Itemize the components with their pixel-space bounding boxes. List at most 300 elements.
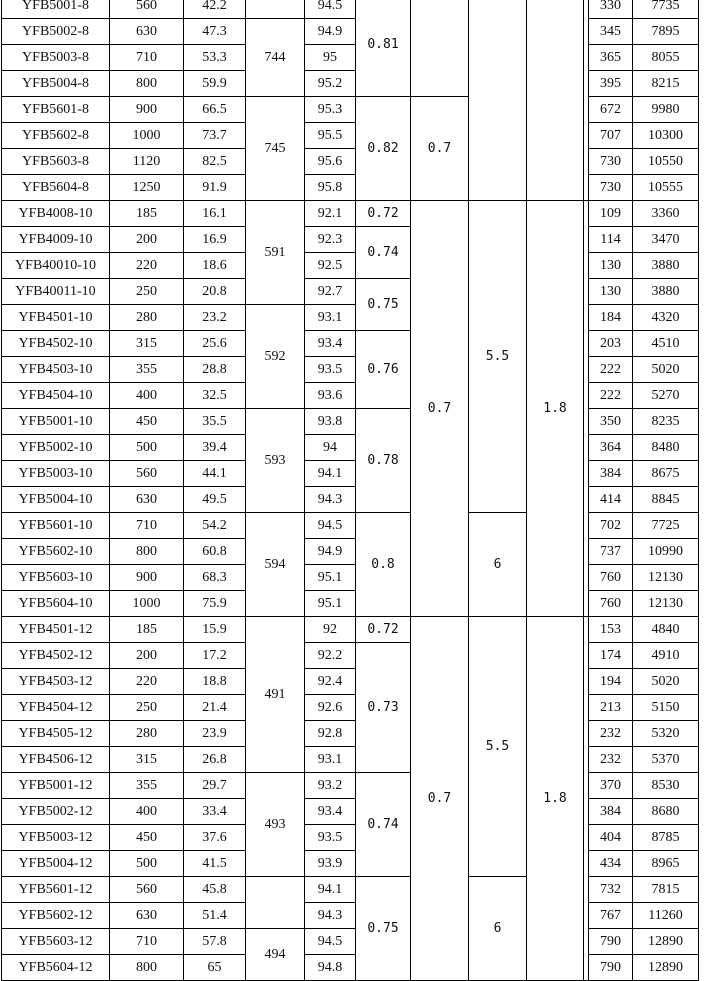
current-cell: 26.8	[184, 747, 246, 773]
model-cell: YFB5604-8	[2, 175, 110, 201]
price-cell: 3360	[633, 201, 699, 227]
price-cell: 12890	[633, 955, 699, 981]
model-cell: YFB5601-12	[2, 877, 110, 903]
current-cell: 75.9	[184, 591, 246, 617]
price-cell: 8055	[633, 45, 699, 71]
weight-cell: 790	[589, 929, 633, 955]
power-factor-cell: 0.76	[356, 331, 411, 409]
weight-cell: 213	[589, 695, 633, 721]
price-cell: 5020	[633, 669, 699, 695]
model-cell: YFB4009-10	[2, 227, 110, 253]
current-cell: 45.8	[184, 877, 246, 903]
model-cell: YFB5603-8	[2, 149, 110, 175]
efficiency-cell: 92.8	[305, 721, 356, 747]
power-cell: 1000	[110, 123, 184, 149]
power-cell: 355	[110, 773, 184, 799]
table-row	[2, 643, 699, 669]
power-cell: 450	[110, 409, 184, 435]
power-factor-cell: 0.74	[356, 227, 411, 279]
efficiency-cell: 95	[305, 45, 356, 71]
model-cell: YFB5602-12	[2, 903, 110, 929]
table-row	[2, 955, 699, 981]
table-row	[2, 851, 699, 877]
price-cell: 10300	[633, 123, 699, 149]
table-row	[2, 903, 699, 929]
efficiency-cell: 92.7	[305, 279, 356, 305]
power-cell: 500	[110, 435, 184, 461]
efficiency-cell: 92.6	[305, 695, 356, 721]
efficiency-cell: 95.1	[305, 591, 356, 617]
efficiency-cell: 94	[305, 435, 356, 461]
table-row	[2, 175, 699, 201]
power-factor-cell: 0.73	[356, 643, 411, 773]
model-cell: YFB5601-8	[2, 97, 110, 123]
price-cell: 3880	[633, 253, 699, 279]
current-cell: 18.6	[184, 253, 246, 279]
model-cell: YFB4504-12	[2, 695, 110, 721]
weight-cell: 232	[589, 721, 633, 747]
table-row	[2, 253, 699, 279]
current-cell: 42.2	[184, 0, 246, 19]
weight-cell: 350	[589, 409, 633, 435]
table-row	[2, 591, 699, 617]
current-cell: 91.9	[184, 175, 246, 201]
price-cell: 4320	[633, 305, 699, 331]
weight-cell: 767	[589, 903, 633, 929]
model-cell: YFB5601-10	[2, 513, 110, 539]
power-cell: 315	[110, 331, 184, 357]
current-cell: 51.4	[184, 903, 246, 929]
price-cell: 8675	[633, 461, 699, 487]
model-cell: YFB4008-10	[2, 201, 110, 227]
table-row	[2, 227, 699, 253]
price-cell: 8480	[633, 435, 699, 461]
table-row	[2, 799, 699, 825]
price-cell: 5320	[633, 721, 699, 747]
current-cell: 28.8	[184, 357, 246, 383]
weight-cell: 184	[589, 305, 633, 331]
current-cell: 37.6	[184, 825, 246, 851]
current-cell: 68.3	[184, 565, 246, 591]
weight-cell: 730	[589, 149, 633, 175]
price-cell: 7895	[633, 19, 699, 45]
efficiency-cell: 94.3	[305, 903, 356, 929]
power-cell: 315	[110, 747, 184, 773]
weight-cell: 384	[589, 461, 633, 487]
price-cell: 10990	[633, 539, 699, 565]
rpm-cell	[246, 0, 305, 19]
price-cell: 8235	[633, 409, 699, 435]
price-cell: 4910	[633, 643, 699, 669]
power-cell: 200	[110, 643, 184, 669]
efficiency-cell: 93.4	[305, 331, 356, 357]
efficiency-cell: 93.5	[305, 825, 356, 851]
current-cell: 29.7	[184, 773, 246, 799]
power-cell: 400	[110, 799, 184, 825]
efficiency-cell: 92.3	[305, 227, 356, 253]
weight-cell: 702	[589, 513, 633, 539]
power-cell: 280	[110, 721, 184, 747]
current-cell: 25.6	[184, 331, 246, 357]
current-cell: 54.2	[184, 513, 246, 539]
price-cell: 8965	[633, 851, 699, 877]
power-cell: 250	[110, 695, 184, 721]
efficiency-cell: 94.1	[305, 461, 356, 487]
power-cell: 800	[110, 539, 184, 565]
power-cell: 710	[110, 513, 184, 539]
current-cell: 23.2	[184, 305, 246, 331]
model-cell: YFB40011-10	[2, 279, 110, 305]
power-cell: 900	[110, 97, 184, 123]
weight-cell: 370	[589, 773, 633, 799]
rpm-cell: 493	[246, 773, 305, 877]
price-cell: 10550	[633, 149, 699, 175]
power-cell: 185	[110, 201, 184, 227]
model-cell: YFB4502-10	[2, 331, 110, 357]
efficiency-cell: 93.1	[305, 747, 356, 773]
table-row	[2, 435, 699, 461]
price-cell: 5020	[633, 357, 699, 383]
col8-cell: 5.5	[469, 617, 527, 877]
power-cell: 1000	[110, 591, 184, 617]
weight-cell: 790	[589, 955, 633, 981]
weight-cell: 330	[589, 0, 633, 19]
power-cell: 900	[110, 565, 184, 591]
rpm-cell: 592	[246, 305, 305, 409]
current-cell: 16.1	[184, 201, 246, 227]
rpm-cell: 744	[246, 19, 305, 97]
model-cell: YFB5001-8	[2, 0, 110, 19]
col8-cell	[469, 0, 527, 201]
model-cell: YFB4501-10	[2, 305, 110, 331]
table-row	[2, 721, 699, 747]
power-cell: 220	[110, 253, 184, 279]
power-cell: 220	[110, 669, 184, 695]
efficiency-cell: 93.5	[305, 357, 356, 383]
efficiency-cell: 93.2	[305, 773, 356, 799]
weight-cell: 194	[589, 669, 633, 695]
weight-cell: 364	[589, 435, 633, 461]
efficiency-cell: 94.3	[305, 487, 356, 513]
power-cell: 560	[110, 461, 184, 487]
model-cell: YFB5002-10	[2, 435, 110, 461]
price-cell: 9980	[633, 97, 699, 123]
current-cell: 59.9	[184, 71, 246, 97]
efficiency-cell: 94.9	[305, 539, 356, 565]
efficiency-cell: 94.1	[305, 877, 356, 903]
table-row	[2, 45, 699, 71]
model-cell: YFB5003-8	[2, 45, 110, 71]
efficiency-cell: 95.1	[305, 565, 356, 591]
current-cell: 23.9	[184, 721, 246, 747]
model-cell: YFB5001-12	[2, 773, 110, 799]
power-cell: 250	[110, 279, 184, 305]
power-factor-cell: 0.78	[356, 409, 411, 513]
weight-cell: 130	[589, 253, 633, 279]
model-cell: YFB5004-12	[2, 851, 110, 877]
price-cell: 7735	[633, 0, 699, 19]
current-cell: 15.9	[184, 617, 246, 643]
weight-cell: 365	[589, 45, 633, 71]
col7-cell: 0.7	[411, 97, 469, 201]
rpm-cell	[246, 877, 305, 929]
model-cell: YFB40010-10	[2, 253, 110, 279]
model-cell: YFB5604-10	[2, 591, 110, 617]
power-cell: 1120	[110, 149, 184, 175]
weight-cell: 153	[589, 617, 633, 643]
table-row	[2, 487, 699, 513]
model-cell: YFB5003-12	[2, 825, 110, 851]
power-cell: 200	[110, 227, 184, 253]
efficiency-cell: 95.6	[305, 149, 356, 175]
weight-cell: 414	[589, 487, 633, 513]
price-cell: 5270	[633, 383, 699, 409]
weight-cell: 404	[589, 825, 633, 851]
table-row	[2, 825, 699, 851]
table-row	[2, 409, 699, 435]
power-cell: 400	[110, 383, 184, 409]
power-cell: 450	[110, 825, 184, 851]
current-cell: 66.5	[184, 97, 246, 123]
current-cell: 32.5	[184, 383, 246, 409]
model-cell: YFB5602-10	[2, 539, 110, 565]
model-cell: YFB4502-12	[2, 643, 110, 669]
col7-cell: 0.7	[411, 201, 469, 617]
efficiency-cell: 95.3	[305, 97, 356, 123]
price-cell: 4840	[633, 617, 699, 643]
col9-cell: 1.8	[527, 617, 584, 981]
power-factor-cell: 0.74	[356, 773, 411, 877]
power-factor-cell: 0.82	[356, 97, 411, 201]
weight-cell: 672	[589, 97, 633, 123]
table-row	[2, 279, 699, 305]
current-cell: 47.3	[184, 19, 246, 45]
weight-cell: 109	[589, 201, 633, 227]
current-cell: 53.3	[184, 45, 246, 71]
weight-cell: 130	[589, 279, 633, 305]
current-cell: 44.1	[184, 461, 246, 487]
table-row	[2, 773, 699, 799]
weight-cell: 737	[589, 539, 633, 565]
current-cell: 57.8	[184, 929, 246, 955]
price-cell: 12130	[633, 591, 699, 617]
current-cell: 41.5	[184, 851, 246, 877]
table-row	[2, 565, 699, 591]
efficiency-cell: 92.1	[305, 201, 356, 227]
power-cell: 800	[110, 955, 184, 981]
efficiency-cell: 94.5	[305, 0, 356, 19]
model-cell: YFB5603-12	[2, 929, 110, 955]
table-row	[2, 71, 699, 97]
table-row	[2, 461, 699, 487]
power-cell: 630	[110, 903, 184, 929]
table-row	[2, 305, 699, 331]
price-cell: 8215	[633, 71, 699, 97]
model-cell: YFB5604-12	[2, 955, 110, 981]
current-cell: 65	[184, 955, 246, 981]
weight-cell: 114	[589, 227, 633, 253]
price-cell: 10555	[633, 175, 699, 201]
current-cell: 49.5	[184, 487, 246, 513]
current-cell: 20.8	[184, 279, 246, 305]
weight-cell: 174	[589, 643, 633, 669]
price-cell: 5370	[633, 747, 699, 773]
weight-cell: 760	[589, 591, 633, 617]
col9-cell: 1.8	[527, 201, 584, 617]
rpm-cell: 591	[246, 201, 305, 305]
model-cell: YFB5004-8	[2, 71, 110, 97]
table-row	[2, 0, 699, 19]
power-cell: 630	[110, 487, 184, 513]
current-cell: 39.4	[184, 435, 246, 461]
table-row	[2, 331, 699, 357]
model-cell: YFB4503-10	[2, 357, 110, 383]
specs-table-body	[2, 0, 699, 981]
weight-cell: 760	[589, 565, 633, 591]
table-row	[2, 19, 699, 45]
weight-cell: 395	[589, 71, 633, 97]
power-cell: 710	[110, 45, 184, 71]
current-cell: 73.7	[184, 123, 246, 149]
weight-cell: 730	[589, 175, 633, 201]
price-cell: 4510	[633, 331, 699, 357]
current-cell: 18.8	[184, 669, 246, 695]
power-cell: 355	[110, 357, 184, 383]
price-cell: 12890	[633, 929, 699, 955]
current-cell: 21.4	[184, 695, 246, 721]
weight-cell: 203	[589, 331, 633, 357]
efficiency-cell: 95.8	[305, 175, 356, 201]
table-row	[2, 929, 699, 955]
col7-cell: 0.7	[411, 617, 469, 981]
model-cell: YFB5003-10	[2, 461, 110, 487]
weight-cell: 222	[589, 357, 633, 383]
power-cell: 1250	[110, 175, 184, 201]
table-row	[2, 695, 699, 721]
price-cell: 7725	[633, 513, 699, 539]
model-cell: YFB4505-12	[2, 721, 110, 747]
table-row	[2, 617, 699, 643]
specs-table	[1, 0, 699, 981]
table-row	[2, 539, 699, 565]
weight-cell: 222	[589, 383, 633, 409]
efficiency-cell: 92	[305, 617, 356, 643]
efficiency-cell: 93.9	[305, 851, 356, 877]
model-cell: YFB4501-12	[2, 617, 110, 643]
power-cell: 185	[110, 617, 184, 643]
current-cell: 82.5	[184, 149, 246, 175]
table-row	[2, 383, 699, 409]
table-row	[2, 513, 699, 539]
price-cell: 8680	[633, 799, 699, 825]
efficiency-cell: 93.4	[305, 799, 356, 825]
current-cell: 60.8	[184, 539, 246, 565]
power-cell: 800	[110, 71, 184, 97]
efficiency-cell: 94.5	[305, 929, 356, 955]
rpm-cell: 745	[246, 97, 305, 201]
efficiency-cell: 93.1	[305, 305, 356, 331]
power-factor-cell: 0.72	[356, 201, 411, 227]
price-cell: 11260	[633, 903, 699, 929]
efficiency-cell: 93.6	[305, 383, 356, 409]
col8-cell: 6	[469, 877, 527, 981]
price-cell: 3470	[633, 227, 699, 253]
rpm-cell: 593	[246, 409, 305, 513]
model-cell: YFB5602-8	[2, 123, 110, 149]
efficiency-cell: 94.8	[305, 955, 356, 981]
weight-cell: 732	[589, 877, 633, 903]
efficiency-cell: 94.9	[305, 19, 356, 45]
current-cell: 33.4	[184, 799, 246, 825]
current-cell: 16.9	[184, 227, 246, 253]
model-cell: YFB4503-12	[2, 669, 110, 695]
power-factor-cell: 0.81	[356, 0, 411, 97]
rpm-cell: 594	[246, 513, 305, 617]
power-cell: 560	[110, 0, 184, 19]
current-cell: 17.2	[184, 643, 246, 669]
table-row	[2, 149, 699, 175]
price-cell: 5150	[633, 695, 699, 721]
current-cell: 35.5	[184, 409, 246, 435]
model-cell: YFB4506-12	[2, 747, 110, 773]
model-cell: YFB5603-10	[2, 565, 110, 591]
price-cell: 3880	[633, 279, 699, 305]
efficiency-cell: 95.2	[305, 71, 356, 97]
weight-cell: 232	[589, 747, 633, 773]
efficiency-cell: 95.5	[305, 123, 356, 149]
rpm-cell: 491	[246, 617, 305, 773]
table-row	[2, 123, 699, 149]
power-factor-cell: 0.72	[356, 617, 411, 643]
table-row	[2, 877, 699, 903]
efficiency-cell: 94.5	[305, 513, 356, 539]
price-cell: 12130	[633, 565, 699, 591]
power-factor-cell: 0.75	[356, 279, 411, 331]
col8-cell: 5.5	[469, 201, 527, 513]
power-factor-cell: 0.8	[356, 513, 411, 617]
model-cell: YFB5004-10	[2, 487, 110, 513]
power-cell: 280	[110, 305, 184, 331]
power-factor-cell: 0.75	[356, 877, 411, 981]
table-row	[2, 669, 699, 695]
rpm-cell: 494	[246, 929, 305, 981]
price-cell: 7815	[633, 877, 699, 903]
model-cell: YFB4504-10	[2, 383, 110, 409]
efficiency-cell: 92.5	[305, 253, 356, 279]
power-cell: 500	[110, 851, 184, 877]
col8-cell: 6	[469, 513, 527, 617]
table-row	[2, 201, 699, 227]
col7-cell	[411, 0, 469, 97]
model-cell: YFB5002-12	[2, 799, 110, 825]
efficiency-cell: 92.4	[305, 669, 356, 695]
power-cell: 630	[110, 19, 184, 45]
weight-cell: 434	[589, 851, 633, 877]
table-row	[2, 357, 699, 383]
table-row	[2, 97, 699, 123]
price-cell: 8845	[633, 487, 699, 513]
efficiency-cell: 93.8	[305, 409, 356, 435]
power-cell: 710	[110, 929, 184, 955]
efficiency-cell: 92.2	[305, 643, 356, 669]
weight-cell: 384	[589, 799, 633, 825]
table-row	[2, 747, 699, 773]
price-cell: 8785	[633, 825, 699, 851]
model-cell: YFB5001-10	[2, 409, 110, 435]
price-cell: 8530	[633, 773, 699, 799]
weight-cell: 345	[589, 19, 633, 45]
col9-cell	[527, 0, 584, 201]
